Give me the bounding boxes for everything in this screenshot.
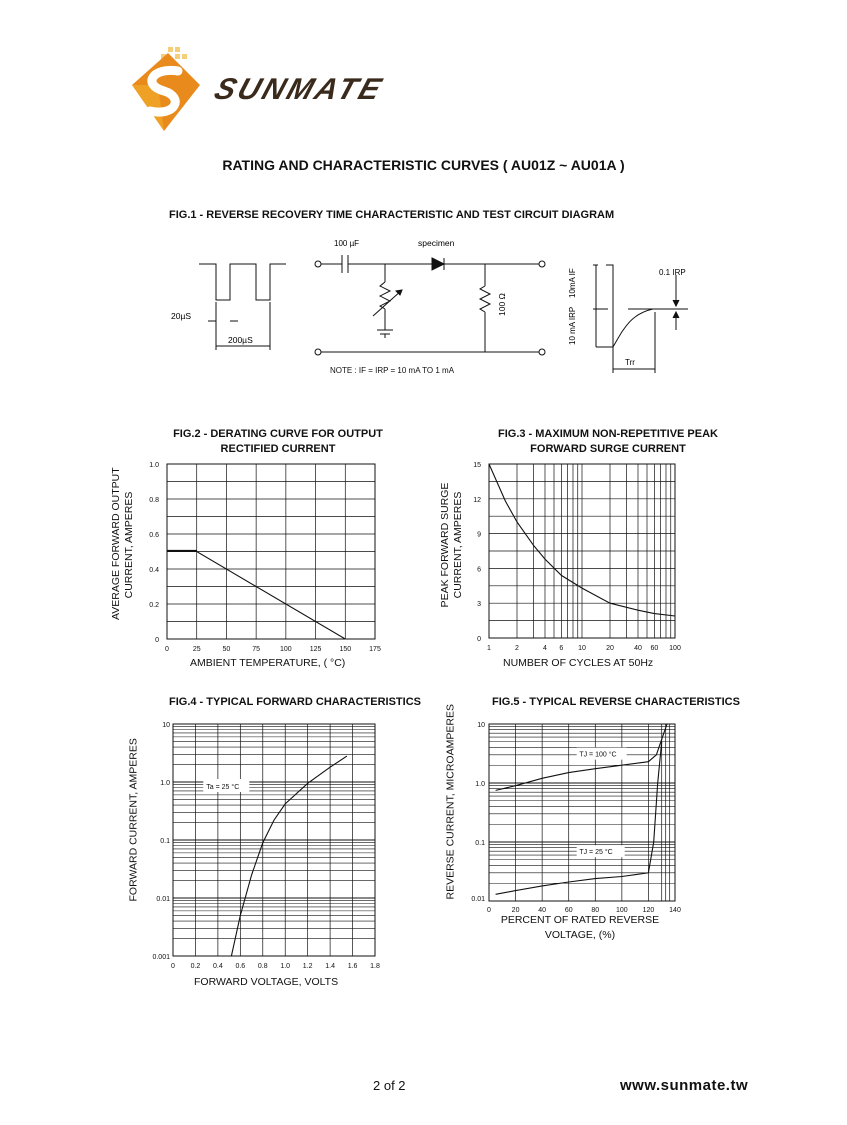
fig1-diagram [168,230,708,380]
fig4-title: FIG.4 - TYPICAL FORWARD CHARACTERISTICS [169,696,421,708]
x-tick-label: 125 [309,646,322,653]
y-tick-label: 0.01 [156,896,170,903]
x-tick-label: 20 [606,645,614,652]
x-tick-label: 40 [634,645,642,652]
page-number: 2 of 2 [373,1078,406,1093]
x-tick-label: 100 [669,645,681,652]
y-tick-label: 0 [477,636,481,643]
x-tick-label: 4 [543,645,547,652]
fig3-chart [462,456,702,656]
fig3-title-line1: FIG.3 - MAXIMUM NON-REPETITIVE PEAK [497,428,718,440]
x-tick-label: 1.4 [325,963,335,970]
x-tick-label: 20 [511,907,520,914]
x-tick-label: 0 [165,646,169,653]
x-tick-label: 100 [280,646,292,653]
x-tick-label: 50 [222,646,231,653]
y-tick-label: 0.1 [475,840,485,847]
y-tick-label: 3 [477,601,481,609]
y-tick-label: 0 [155,637,159,644]
x-tick-label: 0.6 [235,963,246,970]
x-tick-label: 0.2 [190,963,201,970]
y-tick-label: 0.4 [149,567,159,574]
x-tick-label: 75 [252,646,261,653]
y-tick-label: 0.8 [149,497,159,504]
fig5-xlabel-line1: PERCENT OF RATED REVERSE [500,914,660,926]
x-tick-label: 120 [642,907,655,914]
input-terminal [315,261,321,267]
y-tick-label: 6 [477,566,481,574]
fig2-xlabel: AMBIENT TEMPERATURE, ( °C) [190,657,346,669]
x-tick-label: 0.4 [213,963,223,970]
fig4-chart [140,716,400,974]
x-tick-label: 0 [171,963,175,970]
fig1-title: FIG.1 - REVERSE RECOVERY TIME CHARACTERISTIC AND TEST CIRCUIT DIAGRAM [169,209,615,221]
x-tick-label: 80 [591,907,600,914]
fig2-title [148,428,408,455]
x-tick-label: 140 [669,907,681,914]
y-tick-label: 10 [162,722,170,729]
y-tick-label: 12 [473,496,481,504]
fig4-xlabel: FORWARD VOLTAGE, VOLTS [194,976,339,988]
y-tick-label: 0.1 [160,838,170,845]
fig5-ylabel: REVERSE CURRENT, MICROAMPERES [444,704,457,900]
fig4-ylabel: FORWARD CURRENT, AMPERES [127,738,140,902]
website-link[interactable]: www.sunmate.tw [620,1077,749,1094]
fig3-xlabel: NUMBER OF CYCLES AT 50Hz [503,657,654,669]
fig2-title-line2: RECTIFIED CURRENT [220,443,336,455]
y-tick-label: 15 [473,462,481,469]
if-label: 10mA IF [568,268,577,298]
capacitor-label: 100 µF [334,239,360,248]
x-tick-label: 175 [369,646,381,653]
resistor-100ohm [480,286,490,312]
x-tick-label: 25 [192,646,201,653]
x-tick-label: 0.8 [257,963,268,970]
temperature-annotation: Ta = 25 °C [206,784,240,791]
logo-mark [128,45,398,133]
logo-text: SUNMATE [210,71,389,106]
fig2-ylabel-line1: AVERAGE FORWARD OUTPUT [110,467,122,620]
fig2-ylabel [110,467,136,620]
x-tick-label: 40 [538,907,547,914]
pulse-train [199,264,286,300]
period-label: 200µS [228,335,253,345]
y-tick-label: 0.6 [149,532,159,539]
temperature-annotation-cold: TJ = 25 °C [579,849,613,857]
fig1-note: NOTE : IF = IRP = 10 mA TO 1 mA [330,366,455,375]
x-tick-label: 150 [339,646,352,653]
trr-label: Trr [625,358,635,367]
x-tick-label: 1.6 [347,963,358,970]
x-tick-label: 6 [559,645,564,652]
diode-symbol [432,258,444,270]
fig3-ylabel-line2: CURRENT, AMPERES [452,491,464,599]
x-tick-label: 10 [578,645,586,652]
x-tick-label: 100 [616,907,628,914]
irp-ratio-label: 0.1 IRP [659,268,686,277]
y-tick-label: 0.01 [471,896,485,903]
x-tick-label: 60 [564,907,573,914]
pulse-width-label: 20µS [171,311,192,321]
fig2-ylabel-line2: CURRENT, AMPERES [123,491,135,599]
fig5-chart [462,716,702,916]
y-tick-label: 1.0 [149,462,159,469]
y-tick-label: 10 [477,722,485,729]
x-tick-label: 0 [487,907,491,914]
fig5-xlabel [480,914,680,941]
fig2-chart [140,456,400,656]
y-tick-label: 0.001 [152,954,170,961]
resistor-label: 100 Ω [497,293,507,316]
variable-resistor-arrow [373,290,402,316]
specimen-label: specimen [418,238,455,248]
reverse-curve-25c [496,742,662,895]
fig5-title: FIG.5 - TYPICAL REVERSE CHARACTERISTICS [492,696,740,708]
fig5-xlabel-line2: VOLTAGE, (%) [544,929,616,941]
y-tick-label: 1.0 [160,780,170,787]
y-tick-label: 0.2 [149,602,159,609]
logo [128,45,398,133]
x-tick-label: 1.0 [280,963,291,970]
y-tick-label: 1.0 [475,781,485,788]
temperature-annotation-hot: TJ = 100 °C [579,751,617,759]
x-tick-label: 1.2 [302,963,313,970]
x-tick-label: 2 [515,645,519,652]
fig3-ylabel-line1: PEAK FORWARD SURGE [439,482,451,608]
x-tick-label: 1.8 [370,963,380,970]
fig3-title [478,428,738,455]
page-title: RATING AND CHARACTERISTIC CURVES ( AU01Z ~ AU01A ) [222,157,625,173]
irp-label: 10 mA IRP [568,306,577,345]
fig2-title-line1: FIG.2 - DERATING CURVE FOR OUTPUT [173,428,383,440]
x-tick-label: 1 [487,645,491,652]
x-tick-label: 60 [650,645,659,652]
y-tick-label: 9 [477,531,481,539]
fig3-title-line2: FORWARD SURGE CURRENT [530,443,686,455]
